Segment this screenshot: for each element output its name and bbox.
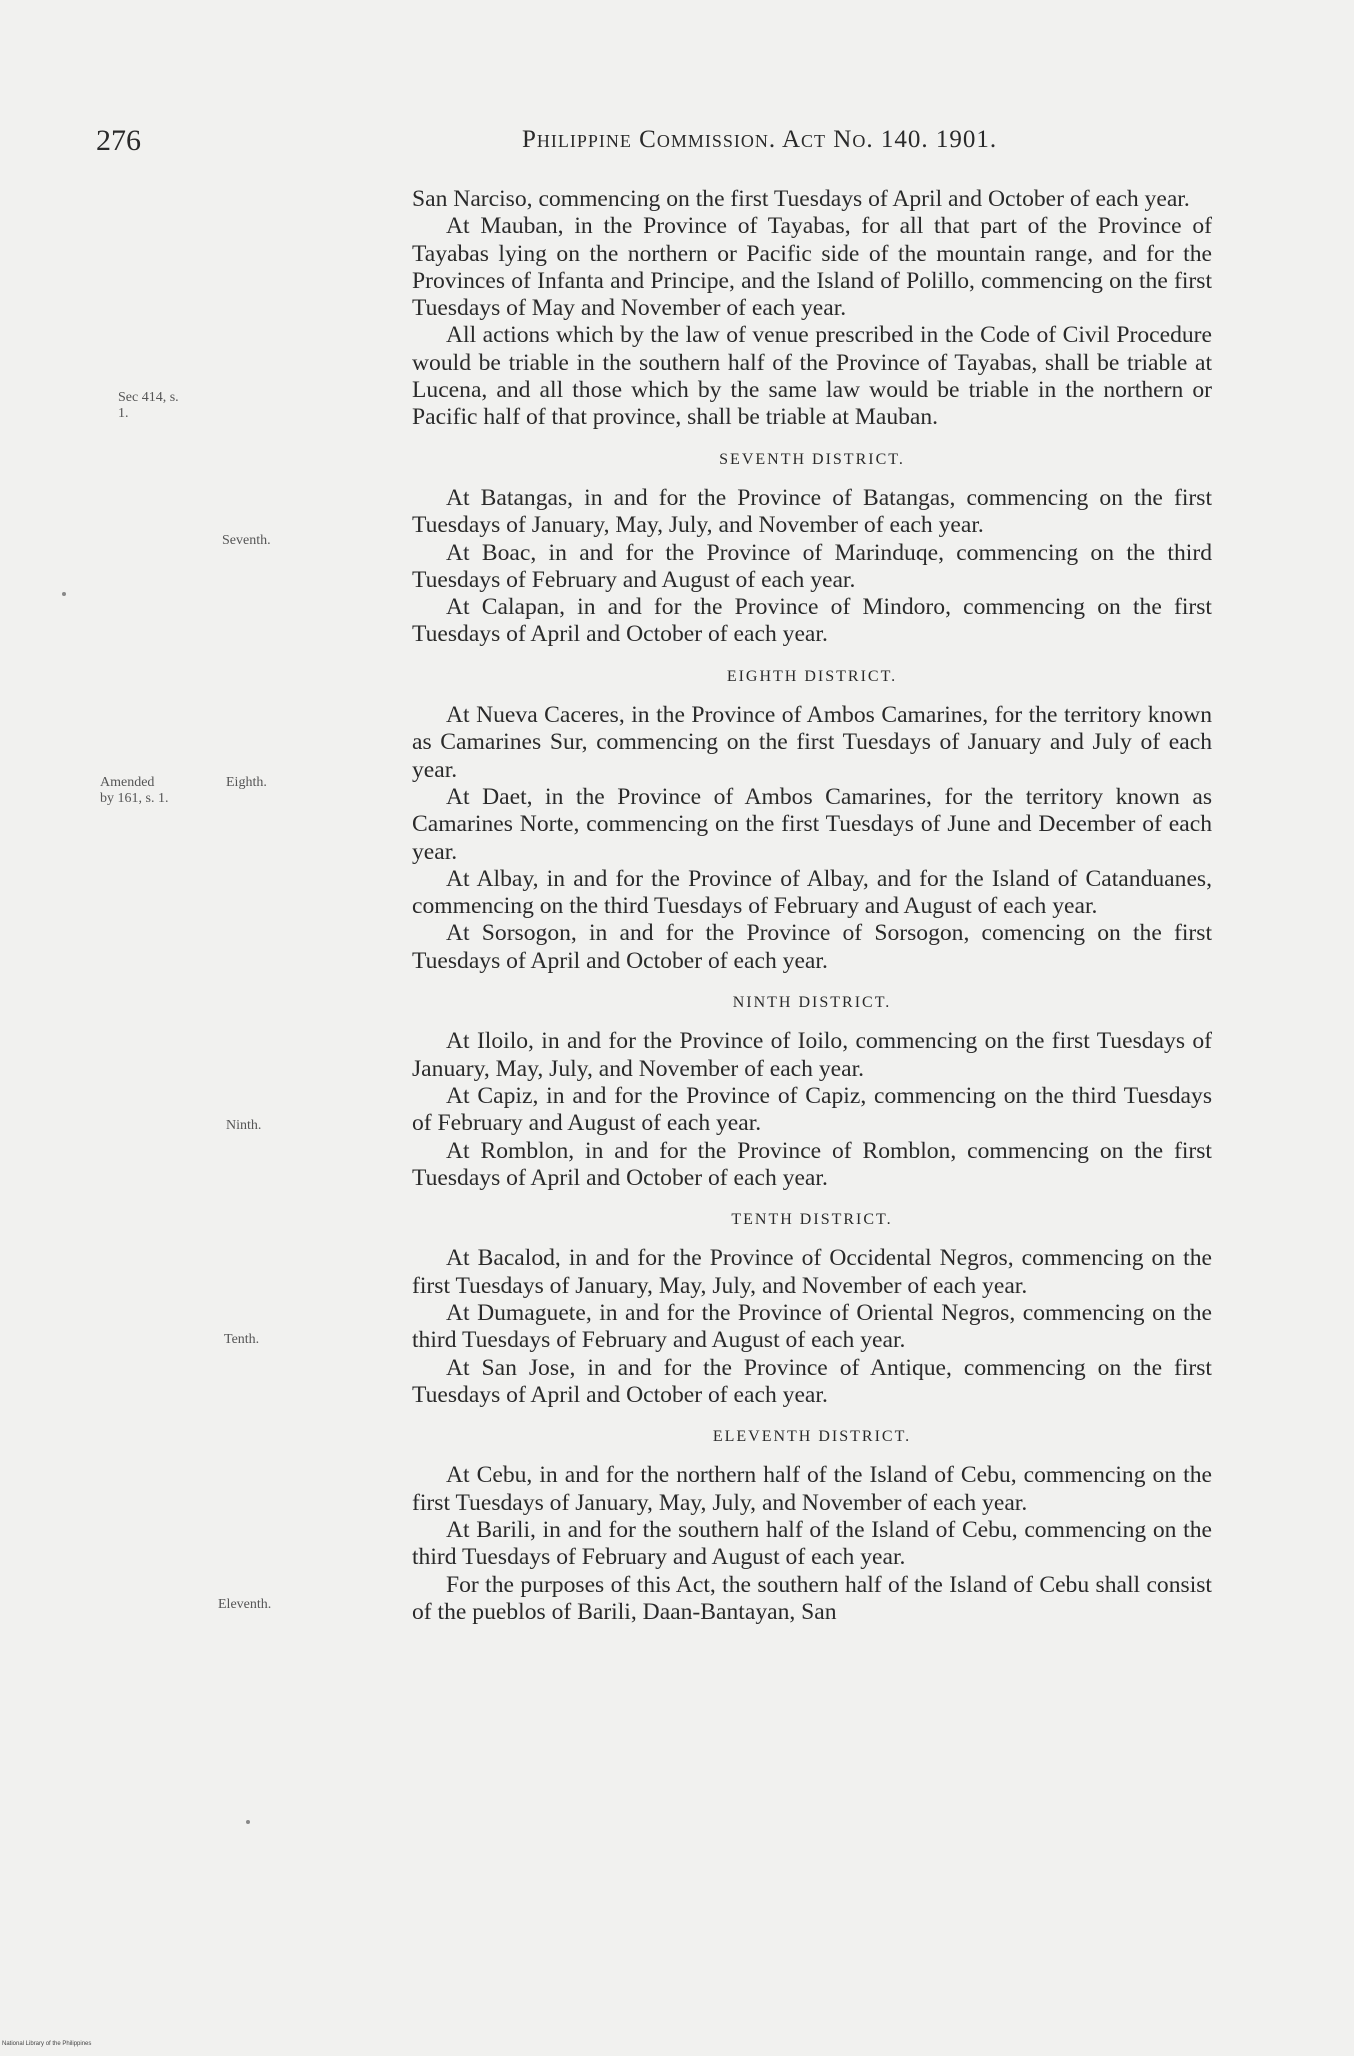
paragraph-sorsogon: At Sorsogon, in and for the Province of Sorsogon, comencing on the first Tuesdays of April and October of each year. xyxy=(412,920,1212,974)
margin-note-ninth: Ninth. xyxy=(226,1118,262,1133)
paragraph-dumaguete: At Dumaguete, in and for the Province of Oriental Negros, commencing on the third Tuesdays of February and August of each year. xyxy=(412,1299,1212,1354)
heading-tenth-district: TENTH DISTRICT. xyxy=(731,1211,893,1229)
margin-note-eighth: Eighth. xyxy=(226,775,267,790)
heading-ninth-district: NINTH DISTRICT. xyxy=(732,994,892,1012)
paragraph-capiz: At Capiz, in and for the Province of Capiz, commencing on the third Tuesdays of February and August of each year. xyxy=(412,1082,1212,1137)
heading-eighth-district: EIGHTH DISTRICT. xyxy=(726,667,898,685)
paragraph-batangas: At Batangas, in and for the Province of Batangas, commencing on the first Tuesdays of January, May, July, and November of each year. xyxy=(412,484,1212,539)
margin-note-sec-ref-line1: Sec 414, s. xyxy=(118,390,179,405)
running-head: Philippine Commission. Act No. 140. 1901. xyxy=(522,126,998,153)
scan-footer-note: National Library of the Philippines xyxy=(2,2041,92,2047)
paragraph-daet: At Daet, in the Province of Ambos Camarines, for the territory known as Camarines Norte, commencing on the first Tuesdays of June and December of each year. xyxy=(412,783,1212,865)
paragraph-romblon: At Romblon, in and for the Province of Romblon, commencing on the first Tuesdays of April and October of each year. xyxy=(412,1137,1212,1191)
paragraph-purposes: For the purposes of this Act, the southern half of the Island of Cebu shall consist of the pueblos of Barili, Daan-Bantayan, San xyxy=(412,1571,1212,1625)
heading-eleventh-district: ELEVENTH DISTRICT. xyxy=(712,1428,912,1446)
scan-speck xyxy=(246,1820,250,1824)
page-number: 276 xyxy=(96,124,141,157)
margin-note-amended xyxy=(100,775,168,807)
paragraph-actions-venue: All actions which by the law of venue prescribed in the Code of Civil Procedure would be triable in the southern half of the Province of Tayabas, shall be triable at Lucena, and all those which by the same law would be triable in the northern or Pacific half of that province, shall be triable at Mauban. xyxy=(412,322,1212,431)
scan-speck xyxy=(62,592,66,596)
paragraph-bacalod: At Bacalod, in and for the Province of Occidental Negros, commencing on the first Tuesdays of January, May, July, and November of each year. xyxy=(412,1245,1212,1299)
paragraph-barili: At Barili, in and for the southern half of the Island of Cebu, commencing on the third Tuesdays of February and August of each year. xyxy=(412,1517,1212,1571)
page-header xyxy=(96,124,1216,164)
heading-seventh-district: SEVENTH DISTRICT. xyxy=(719,450,905,468)
paragraph-cebu: At Cebu, in and for the northern half of the Island of Cebu, commencing on the first Tuesdays of January, May, July, and November of each year. xyxy=(412,1462,1212,1516)
paragraph-san-jose: At San Jose, in and for the Province of Antique, commencing on the first Tuesdays of April and October of each year. xyxy=(412,1354,1212,1408)
margin-note-amended-line1: Amended xyxy=(100,775,155,790)
margin-note-eleventh: Eleventh. xyxy=(218,1597,272,1612)
paragraph-albay: At Albay, in and for the Province of Albay, and for the Island of Catanduanes, commencing on the third Tuesdays of February and August of each year. xyxy=(412,865,1212,920)
margin-note-tenth: Tenth. xyxy=(224,1332,260,1347)
body-text xyxy=(412,186,1212,1626)
margin-note-seventh: Seventh. xyxy=(222,533,271,548)
paragraph-calapan: At Calapan, in and for the Province of Mindoro, commencing on the first Tuesdays of April and October of each year. xyxy=(412,594,1212,648)
paragraph-nueva-caceres: At Nueva Caceres, in the Province of Ambos Camarines, for the territory known as Camarines Sur, commencing on the first Tuesdays of January and July of each year. xyxy=(412,702,1212,783)
paragraph-mauban: At Mauban, in the Province of Tayabas, for all that part of the Province of Tayabas lying on the northern or Pacific side of the mountain range, and for the Provinces of Infanta and Principe, and the Island of Polillo, commencing on the first Tuesdays of May and November of each year. xyxy=(412,213,1212,322)
paragraph-boac: At Boac, in and for the Province of Marinduqe, commencing on the third Tuesdays of February and August of each year. xyxy=(412,539,1212,593)
paragraph-san-narciso: San Narciso, commencing on the first Tuesdays of April and October of each year. xyxy=(412,186,1190,212)
margin-note-amended-line2: by 161, s. 1. xyxy=(100,791,169,806)
margin-note-sec-ref-line2: 1. xyxy=(118,406,129,421)
paragraph-iloilo: At Iloilo, in and for the Province of Ioilo, commencing on the first Tuesdays of January, May, July, and November of each year. xyxy=(412,1028,1212,1082)
margin-note-sec-ref xyxy=(118,390,179,422)
